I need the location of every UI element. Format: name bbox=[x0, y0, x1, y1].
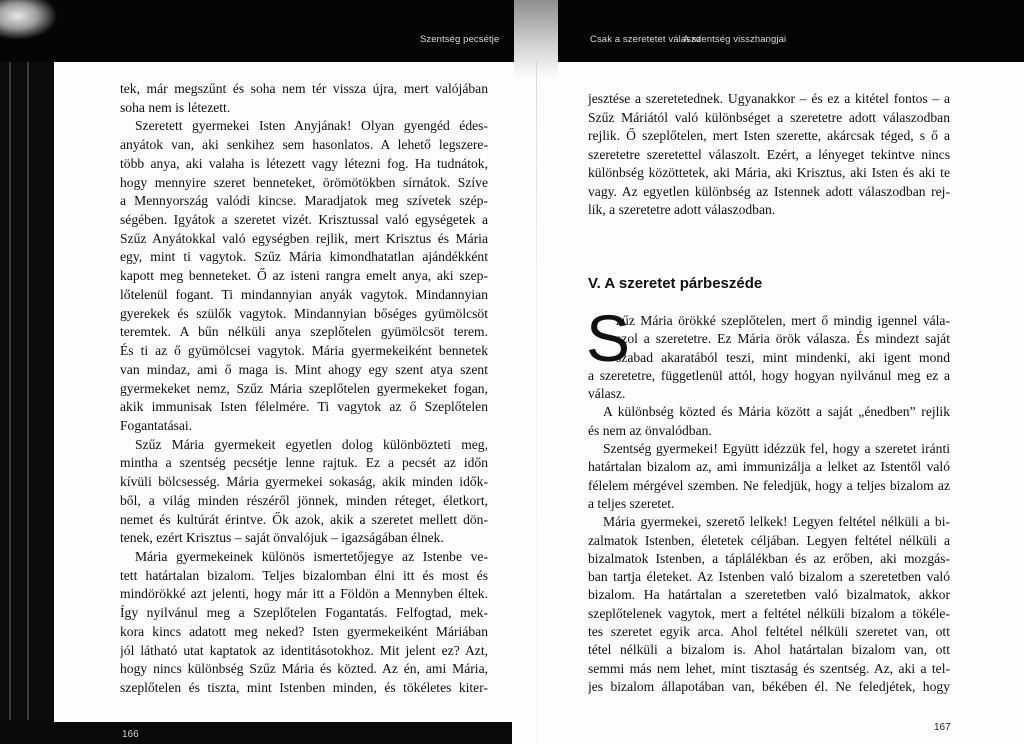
text-line: rejlik. Ő szeplőtelen, mert Isten szerette, akárcsak téged, s ő a bbox=[588, 128, 950, 143]
page-number-right: 167 bbox=[934, 722, 951, 733]
text-line: gyermekeket nemz, Szűz Mária szeplőtelen gyermekeket fogan, bbox=[120, 380, 488, 396]
paragraph bbox=[588, 90, 950, 220]
text-line: szeretetre szeretettel válaszolt. Ezért, a lényeget tekintve nincs bbox=[588, 146, 950, 162]
text-line: nemet és kultúrát érintve. Ők azok, akik a szeretet mellett dön- bbox=[120, 511, 488, 527]
text-line: több anya, aki valaha is létezett vagy létezni fog. Ha tudnátok, bbox=[120, 155, 488, 171]
paragraph bbox=[120, 548, 488, 698]
text-line: Így nyilvánul meg a Szeplőtelen Fogantatás. Felfogtad, mek- bbox=[120, 605, 488, 621]
text-line: teremtek. A bűn nélküli anya szeplőtelen gyümölcsöt terem. bbox=[120, 324, 488, 340]
text-line: a szeretetre, függetlenül attól, hogy hogyan nyilvánul meg ez a bbox=[588, 367, 950, 383]
text-line: szabad akaratából teszi, mint mindenki, aki igent mond bbox=[616, 349, 950, 365]
running-head-right-chapter: Csak a szeretetet válaszd bbox=[590, 34, 702, 45]
page-number-left: 166 bbox=[122, 729, 139, 740]
text-line: ségében. Igyátok a szeretet vizét. Krisztussal való egységetek a bbox=[120, 212, 488, 228]
text-line: a Mennyország valódi kincse. Maradjatok meg szívetek szép- bbox=[120, 193, 488, 209]
text-line: kívüli bölcsesség. Mária gyermekei sokaság, akik minden idők- bbox=[120, 474, 488, 490]
text-line: szeplőtelenek vagytok, mert a feltétel nélküli bizalom a tökéle- bbox=[588, 605, 950, 621]
text-line: kora kincs adatott meg neked? Isten gyermekeiként Máriában bbox=[120, 623, 488, 639]
text-line: Mária gyermekeinek különös ismertetőjegye az Istenbe ve- bbox=[135, 548, 488, 564]
text-line: van mindaz, ami ő maga is. Mint ahogy egy szent atya szent bbox=[120, 361, 488, 377]
paragraph bbox=[120, 436, 488, 548]
text-line: semmi más nem lehet, mint tisztaság és szentség. Az, aki a tel- bbox=[588, 660, 950, 676]
section-heading: V. A szeretet párbeszéde bbox=[588, 275, 763, 292]
text-line: kapott meg benneteket. Ő az isteni rangra emelt anya, aki szep- bbox=[120, 268, 488, 284]
text-line: zalmatok Istenben, életetek céljában. Legyen feltétel nélküli a bbox=[588, 532, 950, 548]
text-line: jes bizalom állapotában van, békében él. Ne feledjétek, hogy bbox=[588, 678, 950, 694]
text-line: Mária gyermekei, szerető lelkek! Legyen feltétel nélküli a bi- bbox=[603, 514, 950, 530]
drop-cap: S bbox=[586, 301, 631, 375]
text-line: anyátok van, aki senkihez sem hasonlatos. A lehető legszere- bbox=[120, 137, 488, 153]
right-page-text-top bbox=[588, 90, 950, 220]
text-line: egy, mint ti vagytok. Szűz Mária kimondhatatlan ajándékként bbox=[120, 249, 488, 265]
text-line: Szűz Mária gyermekeit egyetlen dolog különbözteti meg, bbox=[135, 436, 488, 452]
text-line: tett határtalan bizalom. Teljes bizalomban élni itt és most és bbox=[120, 567, 488, 583]
text-line: félelem mérgével szemben. Ne feledjük, hogy a teljes bizalom az bbox=[588, 477, 950, 493]
text-line: akik immunisak Isten félelmére. Ti vagytok az ő Szeplőtelen bbox=[120, 399, 488, 415]
text-line: lik, a szeretetre adott válaszodban. bbox=[588, 202, 776, 217]
text-line: A különbség közted és Mária között a saját „énedben” rejlik bbox=[603, 404, 950, 420]
text-line: és nem az önvalódban. bbox=[588, 422, 712, 438]
text-line: jesztése a szeretetednek. Ugyanakkor – és ez a kitétel fontos – a bbox=[588, 91, 950, 106]
text-line: hogy nincs különbség Szűz Mária és közted. Az én, ami Mária, bbox=[120, 661, 488, 677]
gutter-fold bbox=[536, 60, 537, 744]
paragraph bbox=[120, 117, 488, 435]
running-head-left: Szentség pecsétje bbox=[420, 34, 500, 45]
text-line: jól látható utat kaptatok az identitásotokhoz. Mit jelent ez? Azt, bbox=[120, 642, 488, 658]
paragraph bbox=[588, 440, 950, 513]
paragraph bbox=[120, 80, 488, 117]
text-line: Szűz Anyátokkal való egységben rejlik, mert Krisztus és Mária bbox=[120, 230, 488, 246]
text-line: különbség közöttetek, aki Mária, aki Krisztus, aki Isten és aki te bbox=[588, 165, 950, 180]
text-line: Szeretett gyermekei Isten Anyjának! Olyan gyengéd édes- bbox=[135, 118, 488, 134]
text-line: ban tartja életeket. Az Istenben való bizalom a szeretetben való bbox=[588, 569, 950, 585]
text-line: tek, már megszűnt és soha nem tér vissza újra, mert valójában bbox=[120, 81, 488, 96]
paragraph bbox=[588, 403, 950, 440]
scan-edge-strip bbox=[0, 0, 54, 744]
text-line: Fogantatásai. bbox=[120, 417, 193, 433]
text-line: gyerekek és szülők vagytok. Mindannyian bőséges gyümölcsöt bbox=[120, 305, 488, 321]
text-line: bizalom. Ha határtalan a szeretetben való bizalmatok, akkor bbox=[588, 587, 950, 603]
text-line: lőtelenül fogant. Ti mindannyian anyák vagytok. Mindannyian bbox=[120, 286, 488, 302]
text-line: szeplőtelen és tiszta, mint Istenben minden, és tökéletes kiter- bbox=[120, 680, 488, 695]
text-line: Szentség gyermekei! Együtt idézzük fel, hogy a szeretet iránti bbox=[603, 441, 950, 457]
text-line: tes szeretet egyik arca. Ahol feltétel nélküli szeretet van, ott bbox=[588, 624, 950, 640]
header-band-right bbox=[558, 0, 1024, 62]
paragraph bbox=[588, 513, 950, 696]
text-line: szol a szeretetre. Ez Mária örök válasza. És mindezt saját bbox=[616, 331, 950, 347]
scan-streak bbox=[9, 60, 11, 720]
header-band-left bbox=[0, 0, 514, 62]
right-page-text-body bbox=[588, 312, 950, 696]
footer-band-left bbox=[0, 722, 512, 744]
paragraph bbox=[588, 312, 950, 403]
text-line: a teljes szeretet. bbox=[588, 495, 675, 511]
scan-noise bbox=[0, 0, 58, 40]
text-line: bizalmatok Istenben, a táplálékban és az erőben, aki mozgás- bbox=[588, 550, 950, 566]
left-page-text bbox=[120, 80, 488, 698]
text-line: tenek, ezért Krisztus – saját önvalójuk – igazságában élnek. bbox=[120, 530, 444, 546]
scan-streak bbox=[27, 60, 29, 720]
text-line: zűz Mária örökké szeplőtelen, mert ő mindig igennel vála- bbox=[616, 313, 950, 328]
text-line: válasz. bbox=[588, 386, 626, 402]
text-line: tétel nélküli a bizalom is. Ahol határtalan bizalom van, ott bbox=[588, 642, 950, 658]
text-line: mintha a szentség pecsétje lenne rajtuk. Ez a pecsét az időn bbox=[120, 455, 488, 471]
text-line: És ti az ő gyümölcsei vagytok. Mária gyermekeiként bennetek bbox=[120, 343, 488, 359]
text-line: mindörökké azt jelenti, hogy már itt a Földön a Mennyben éltek. bbox=[120, 586, 488, 602]
text-line: Szűz Máriától való különbséget a szeretetre adott válaszodban bbox=[588, 109, 950, 125]
text-line: határtalan bizalom az, ami immunizálja a lelket az Istentől való bbox=[588, 459, 950, 475]
text-line: hogy mennyire szeret benneteket, örömötökben sírnátok. Szíve bbox=[120, 174, 488, 190]
text-line: ből, a világ minden részéről jönnek, minden réteget, életkort, bbox=[120, 492, 488, 508]
text-line: soha nem is létezett. bbox=[120, 99, 231, 115]
text-line: vagy. Az egyetlen különbség az Istennek adott válaszodban rej- bbox=[588, 183, 950, 199]
running-head-right-part: A szentség visszhangjai bbox=[683, 34, 787, 45]
